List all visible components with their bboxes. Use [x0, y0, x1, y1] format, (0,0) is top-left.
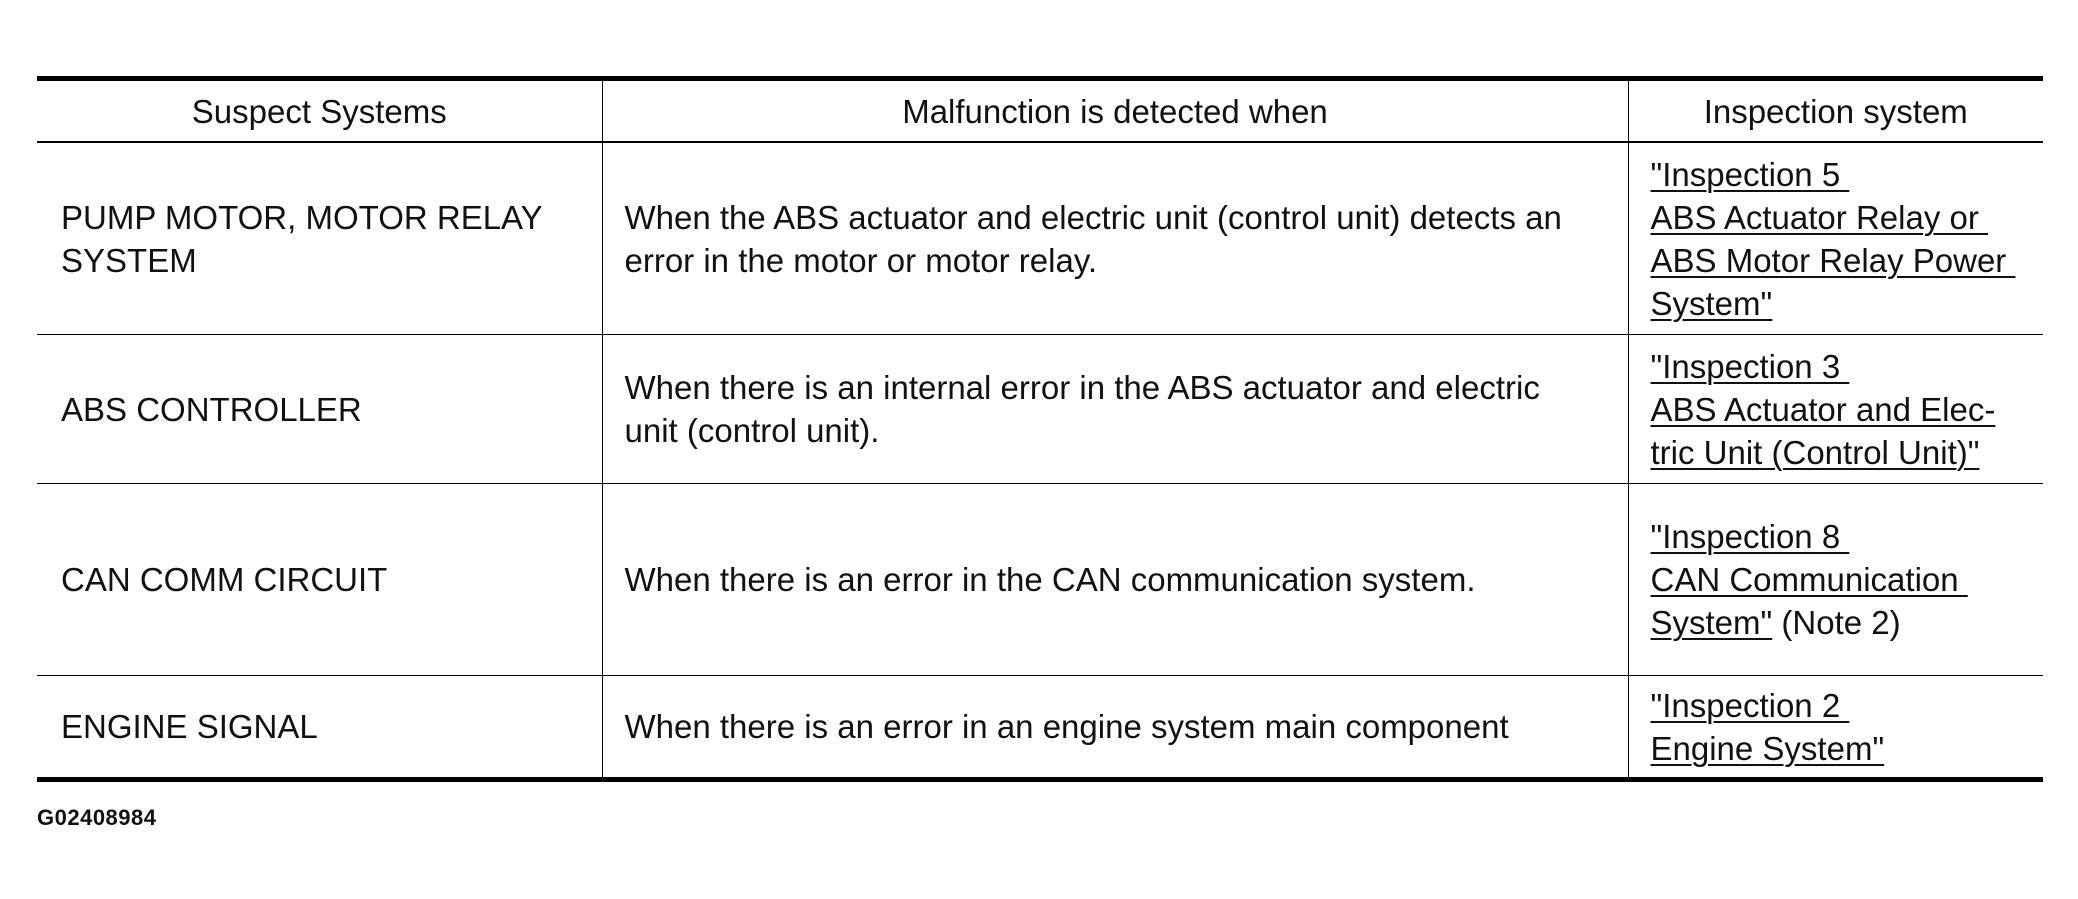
inspection-5-link[interactable]: "Inspection 5	[1650, 155, 1850, 193]
suspect-system-text: ENGINE SIGNAL	[61, 708, 318, 745]
inspection-cell	[1628, 676, 2043, 780]
detection-condition-text: When the ABS actuator and electric unit (control unit) detects an	[624, 198, 1562, 236]
diagnosis-table	[37, 76, 2043, 782]
figure-id: G02408984	[37, 805, 157, 830]
suspect-system-text: CAN COMM CIRCUIT	[61, 561, 388, 598]
suspect-system-text: PUMP MOTOR, MOTOR RELAY	[61, 198, 543, 236]
header-malfunction-detected: Malfunction is detected when	[602, 79, 1628, 143]
table-row	[37, 484, 2043, 676]
suspect-system-cell	[37, 484, 602, 676]
detection-condition-text: unit (control unit).	[624, 412, 880, 449]
inspection-5-link[interactable]: System"	[1650, 284, 1773, 322]
detection-condition-cell	[602, 142, 1628, 335]
table-header-row	[37, 79, 2043, 143]
inspection-note: (Note 2)	[1772, 604, 1901, 641]
detection-condition-cell	[602, 335, 1628, 484]
inspection-5-link[interactable]: ABS Motor Relay Power	[1650, 241, 2016, 279]
inspection-5-link[interactable]: ABS Actuator Relay or	[1650, 198, 1988, 236]
detection-condition-text: When there is an error in the CAN communication system.	[624, 561, 1476, 598]
inspection-cell	[1628, 484, 2043, 676]
header-inspection-system: Inspection system	[1628, 79, 2043, 143]
inspection-3-link[interactable]: "Inspection 3	[1650, 347, 1850, 385]
table-row	[37, 676, 2043, 780]
suspect-system-cell	[37, 335, 602, 484]
detection-condition-cell	[602, 484, 1628, 676]
inspection-cell	[1628, 142, 2043, 335]
inspection-8-link[interactable]: CAN Communication	[1650, 561, 1968, 598]
inspection-cell	[1628, 335, 2043, 484]
inspection-3-link[interactable]: tric Unit (Control Unit)"	[1650, 433, 1980, 471]
inspection-2-link[interactable]: "Inspection 2	[1650, 686, 1850, 724]
suspect-system-text: ABS CONTROLLER	[61, 390, 362, 428]
suspect-system-cell	[37, 676, 602, 780]
detection-condition-text: error in the motor or motor relay.	[624, 241, 1098, 279]
suspect-system-cell	[37, 142, 602, 335]
detection-condition-cell	[602, 676, 1628, 780]
detection-condition-text: When there is an internal error in the ABS actuator and electric	[624, 369, 1540, 406]
detection-condition-text: When there is an error in an engine system main component	[624, 708, 1509, 745]
table-row	[37, 335, 2043, 484]
inspection-8-link[interactable]: System"	[1650, 604, 1773, 641]
inspection-8-link[interactable]: "Inspection 8	[1650, 518, 1850, 555]
inspection-3-link[interactable]: ABS Actuator and Elec-	[1650, 390, 1996, 428]
table-row	[37, 142, 2043, 335]
inspection-2-link[interactable]: Engine System"	[1650, 729, 1885, 767]
suspect-system-text: SYSTEM	[61, 241, 197, 279]
header-suspect-systems: Suspect Systems	[37, 79, 602, 143]
